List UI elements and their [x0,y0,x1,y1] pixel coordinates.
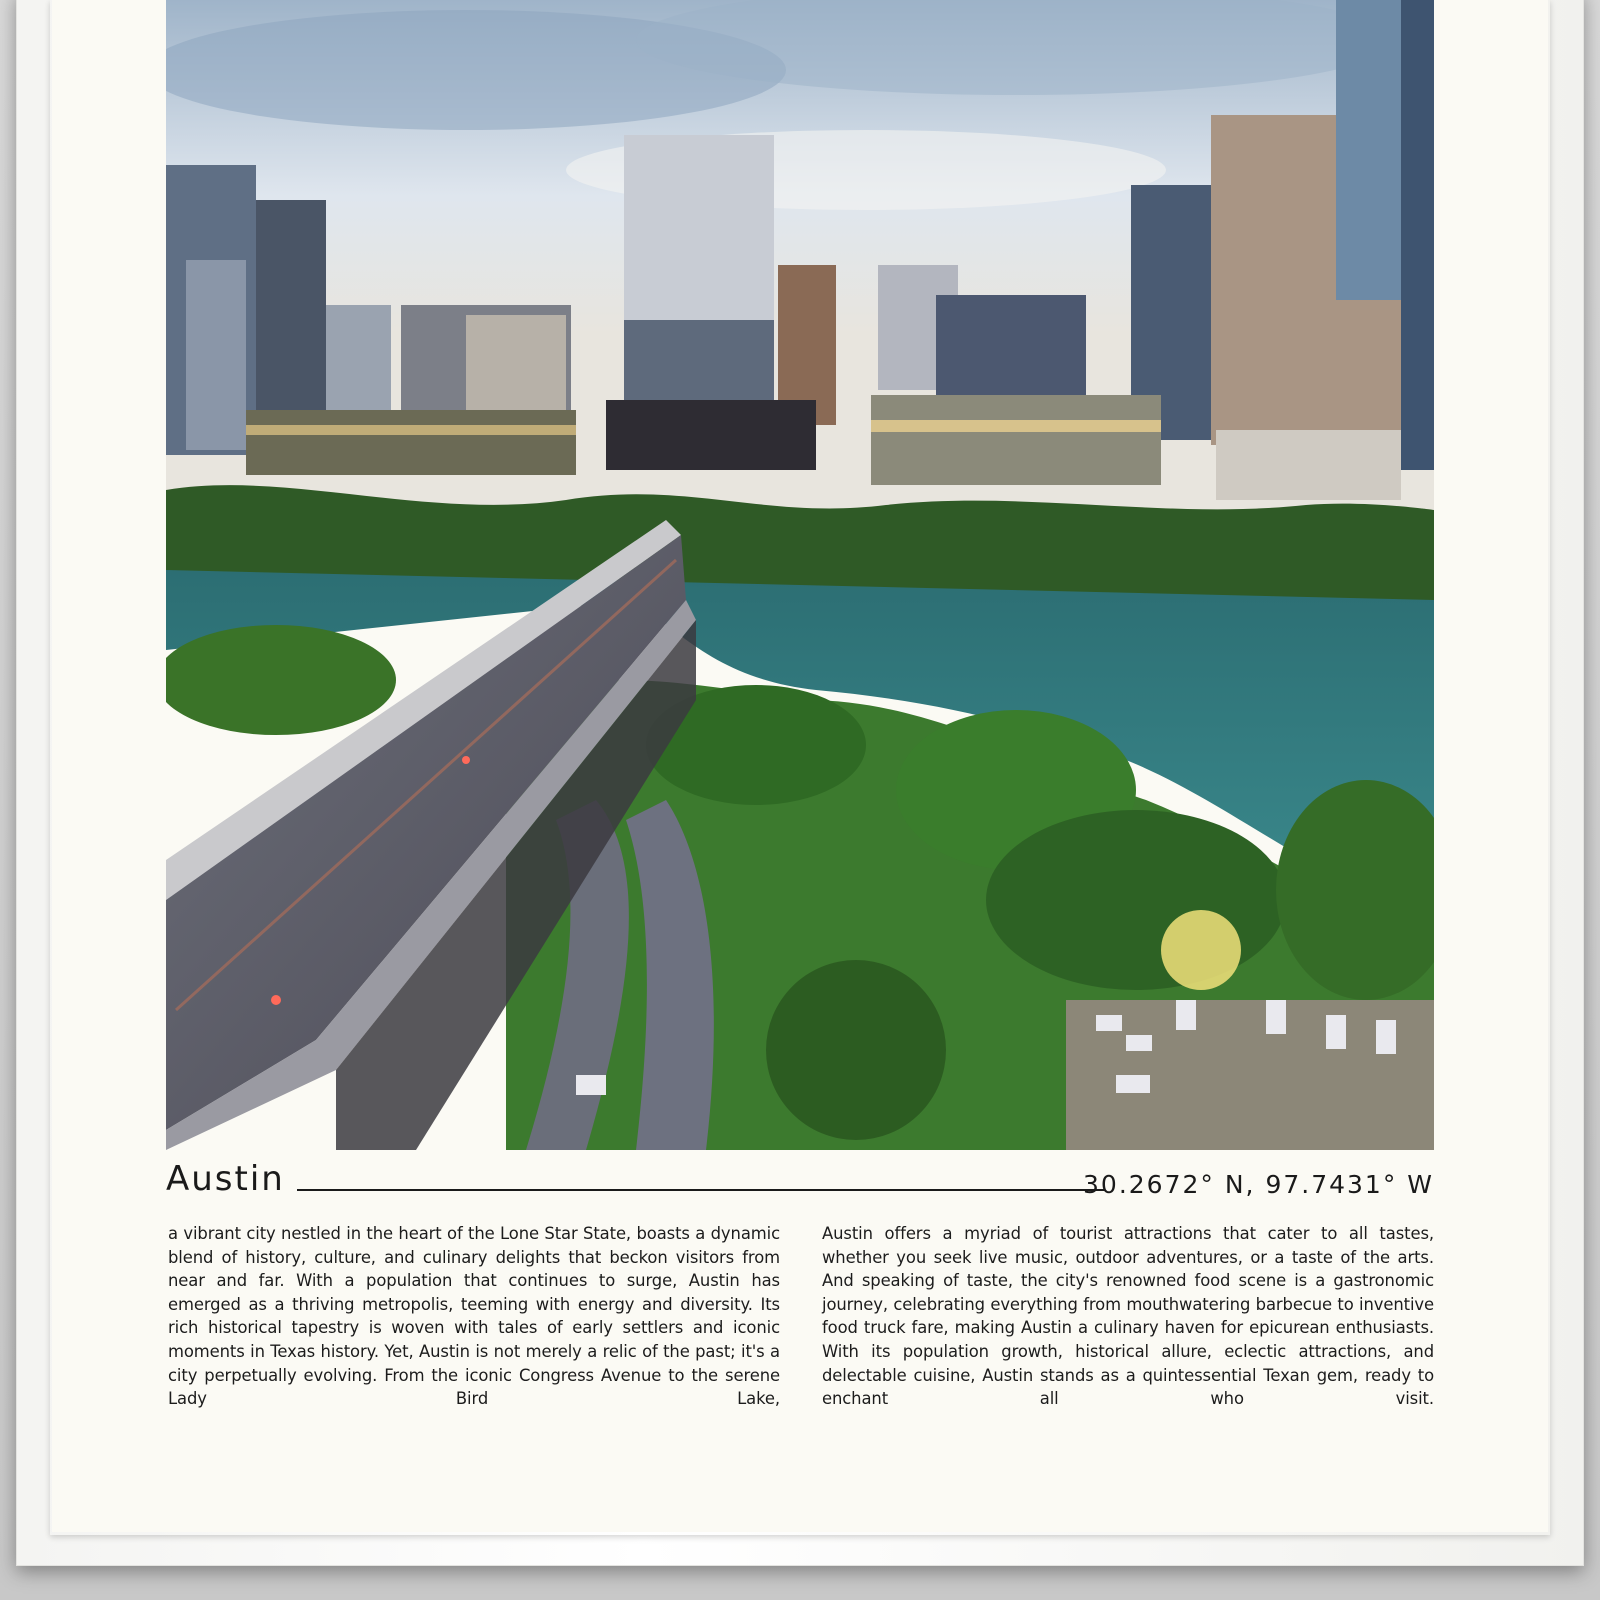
description-right-column: Austin offers a myriad of tourist attractions that cater to all tastes, whether you seek live music, outdoor adventures, or a taste of the arts. And speaking of taste, the city's renowned food scene is a gastronomic journey, celebrating everything from mouthwatering barbecue to inventive food truck fare, making Austin a culinary haven for epicurean enthusiasts. With its population growth, historical allure, eclectic attractions, and delectable cuisine, Austin stands as a quintessential Texan gem, ready to enchant all who visit. [822,1224,1434,1409]
description-left-column: a vibrant city nestled in the heart of the Lone Star State, boasts a dynamic blend of history, culture, and culinary delights that beckon visitors from near and far. With a population that continues to surge, Austin has emerged as a thriving metropolis, teeming with energy and diversity. Its rich historical tapestry is woven with tales of early settlers and iconic moments in Texas history. Yet, Austin is not merely a relic of the past; it's a city perpetually evolving. From the iconic Congress Avenue to the serene Lady Bird Lake, [168,1224,780,1409]
city-title: Austin [166,1159,285,1199]
city-skyline-painting [166,0,1434,1150]
title-divider-line [297,1189,1105,1191]
city-coordinates: 30.2672° N, 97.7431° W [1083,1170,1434,1199]
